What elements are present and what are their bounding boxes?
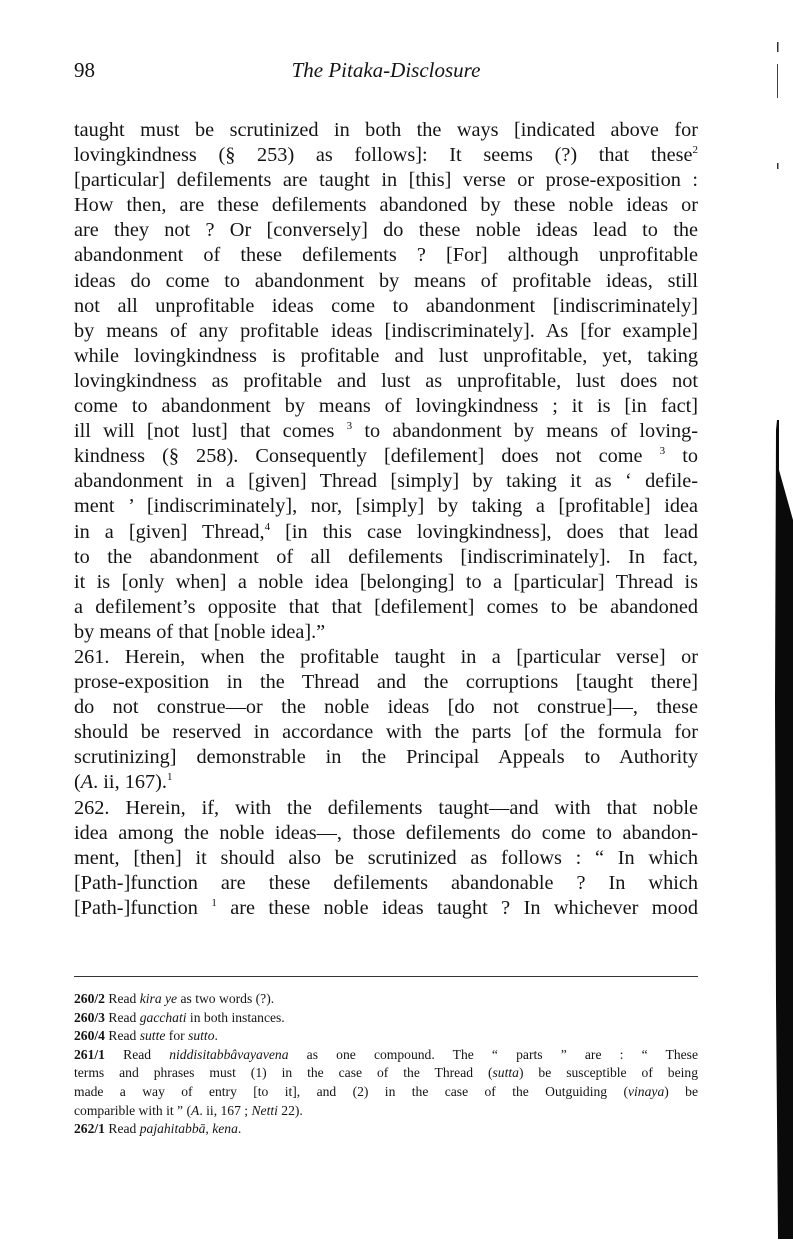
body-line: should be reserved in accordance with the parts [of the formula for	[74, 721, 698, 744]
body-line: abandonment of these defilements ? [For] although unprofitable	[74, 244, 698, 267]
footnote-262-1: 262/1 Read pajahitabbā, kena.	[74, 1121, 242, 1137]
body-line: scrutinizing] demonstrable in the Principal Appeals to Authority	[74, 746, 698, 769]
body-line: taught must be scrutinized in both the ways [indicated above for	[74, 119, 698, 141]
body-line: not all unprofitable ideas come to abandonment [indiscriminately]	[74, 294, 698, 317]
body-line: (A. ii, 167).$^1$	[74, 771, 173, 794]
footnote-260-2: 260/2 Read kira ye as two words (?).	[74, 991, 275, 1006]
body-line: How then, are these defilements abandoned by these noble ideas or	[74, 194, 698, 217]
body-line: by means of that [noble idea].”	[74, 620, 326, 643]
paragraph-262-line: 262. Herein, if, with the defilements taught—and with that noble	[74, 796, 698, 819]
body-line: to the abandonment of all defilements [indiscriminately]. In fact,	[74, 545, 698, 568]
body-line: do not construe—or the noble ideas [do not construe]—, these	[74, 696, 698, 719]
body-text	[74, 118, 698, 921]
body-line: ill will [not lust] that comes $^3$ to abandonment by means of loving-	[74, 420, 698, 443]
page-number: 98	[74, 58, 95, 82]
body-line: it is [only when] a noble idea [belonging] to a [particular] Thread is	[74, 570, 698, 593]
body-line: kindness (§ 258). Consequently [defilement] does not come $^3$ to	[74, 445, 698, 468]
body-line: ment, [then] it should also be scrutinized as follows : “ In which	[74, 846, 698, 869]
footnote-261-1: 261/1 Read niddisitabbâvayavena as one compound. The “ parts ” are : “ These	[74, 1046, 698, 1062]
footnote-260-4: 260/4 Read sutte for sutto.	[74, 1028, 218, 1044]
body-line: a defilement’s opposite that that [defilement] comes to be abandoned	[74, 595, 698, 618]
body-line: lovingkindness as profitable and lust as unprofitable, lust does not	[74, 369, 698, 392]
footnote-marker: 1	[211, 896, 217, 909]
footnote-marker: 2	[692, 144, 698, 157]
body-line: idea among the noble ideas—, those defilements do come to abandon-	[74, 821, 698, 844]
body-line: prose-exposition in the Thread and the corruptions [taught there]	[74, 671, 698, 694]
body-line: are they not ? Or [conversely] do these noble ideas lead to the	[74, 219, 698, 242]
body-line: [Path-]function are these defilements abandonable ? In which	[74, 871, 698, 894]
body-line: lovingkindness (§ 253) as follows]: It seems (?) that these$^2$	[74, 144, 698, 167]
body-line: by means of any profitable ideas [indiscriminately]. As [for example]	[74, 319, 698, 342]
footnote-260-3: 260/3 Read gacchati in both instances.	[74, 1009, 285, 1025]
footnote-marker: 1	[166, 771, 173, 784]
running-head	[74, 58, 698, 88]
footnote-rule	[74, 976, 698, 977]
body-line: ment ’ [indiscriminately], nor, [simply] by taking a [profitable] idea	[74, 495, 698, 518]
scan-edge-icon	[763, 0, 793, 1239]
footnote-261-1-cont: terms and phrases must (1) in the case of the Thread (sutta) be susceptible of being	[74, 1065, 698, 1081]
body-line: in a [given] Thread,$^4$ [in this case lovingkindness], does that lead	[74, 520, 698, 543]
running-title: The Pitaka-Disclosure	[291, 58, 481, 82]
footnote-marker: 3	[659, 445, 666, 458]
body-line: come to abandonment by means of lovingkindness ; it is [in fact]	[74, 395, 698, 418]
paragraph-261-line: 261. Herein, when the profitable taught in a [particular verse] or	[74, 645, 698, 668]
body-line: ideas do come to abandonment by means of profitable ideas, still	[74, 269, 698, 292]
footnote-261-1-cont: made a way of entry [to it], and (2) in the case of the Outguiding (vinaya) be	[74, 1083, 698, 1099]
footnote-marker: 3	[346, 420, 353, 433]
footnote-261-1-cont: comparible with it ” (A. ii, 167 ; Netti 22).	[74, 1102, 303, 1118]
scan-edge-shadow	[763, 0, 793, 1239]
body-line: abandonment in a [given] Thread [simply] by taking it as ‘ defile-	[74, 470, 698, 493]
body-line: [particular] defilements are taught in [this] verse or prose-exposition :	[74, 169, 698, 192]
footnote-marker: 4	[264, 520, 271, 533]
body-line: while lovingkindness is profitable and lust unprofitable, yet, taking	[74, 344, 698, 367]
body-line: [Path-]function $^1$ are these noble ideas taught ? In whichever mood	[74, 896, 698, 919]
footnotes	[74, 990, 698, 1139]
